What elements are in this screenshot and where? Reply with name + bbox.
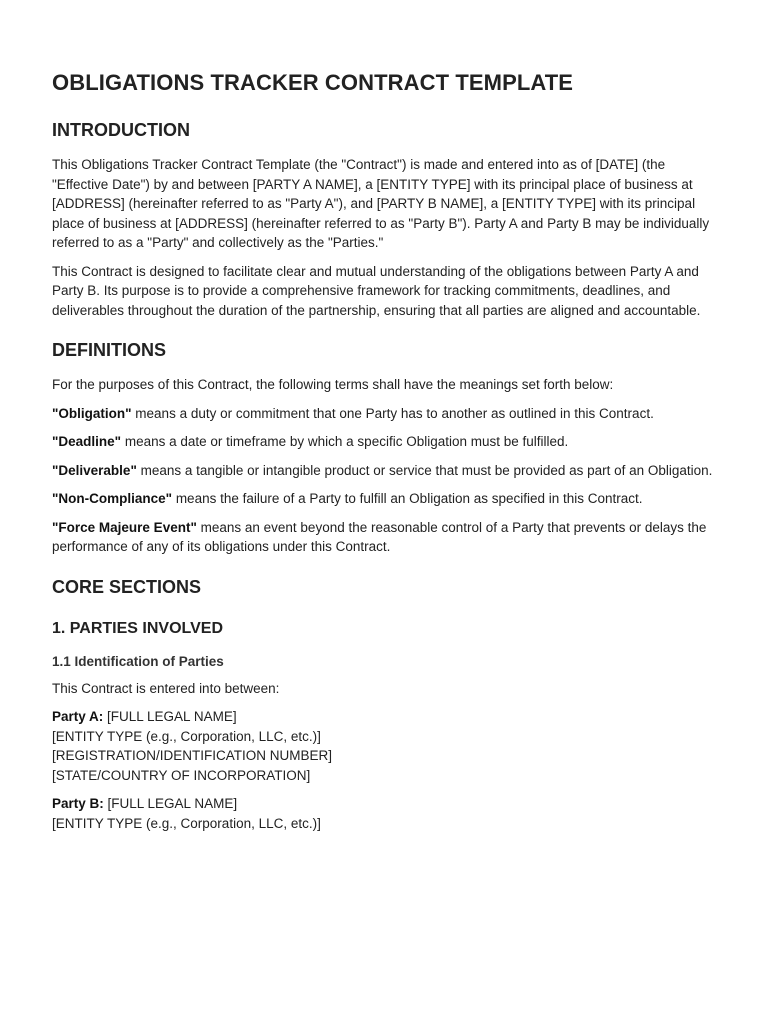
definition-item: [52, 461, 718, 481]
definition-term: "Obligation": [52, 405, 132, 421]
definitions-heading: DEFINITIONS: [52, 340, 167, 360]
party-b-line: [ENTITY TYPE (e.g., Corporation, LLC, etc.)]: [52, 815, 321, 831]
party-a-line: [ENTITY TYPE (e.g., Corporation, LLC, etc.)]: [52, 728, 321, 744]
definition-term: "Non-Compliance": [52, 491, 173, 506]
party-a-line: [FULL LEGAL NAME]: [107, 709, 237, 724]
party-a-block: [52, 707, 718, 785]
core-sections: [52, 577, 718, 834]
definitions-section: [52, 340, 718, 557]
definition-text: means a duty or commitment that one Party has to another as outlined in this Contract.: [131, 405, 654, 421]
introduction-paragraph-1: This Obligations Tracker Contract Template (the "Contract") is made and entered into as of [DATE] (the "Effective Date") by and between [PARTY A NAME], a [ENTITY TYPE] with its principal place of business at [ADDRESS] (hereinafter referred to as "Party A"), and [PARTY B NAME], a [ENTITY TYPE] with its principal place of business at [ADDRESS] (hereinafter referred to as "Party B"). Party A and Party B may be individually referred to as a "Party" and collectively as the "Parties.": [52, 157, 710, 250]
core-sections-heading: CORE SECTIONS: [52, 576, 202, 597]
party-b-label: Party B:: [52, 796, 104, 811]
document-title: OBLIGATIONS TRACKER CONTRACT TEMPLATE: [52, 70, 574, 95]
party-b-block: [52, 794, 718, 833]
definition-text: means a tangible or intangible product or service that must be provided as part of an Obligation.: [136, 462, 713, 478]
definition-term: "Deliverable": [52, 462, 137, 478]
definition-text: means the failure of a Party to fulfill an Obligation as specified in this Contract.: [172, 491, 643, 506]
party-a-label: Party A:: [52, 709, 104, 724]
party-a-line: [REGISTRATION/IDENTIFICATION NUMBER]: [52, 748, 333, 763]
definition-item: [52, 489, 718, 509]
definition-text: means a date or timeframe by which a specific Obligation must be fulfilled.: [121, 434, 569, 449]
introduction-paragraph-2: This Contract is designed to facilitate clear and mutual understanding of the obligations between Party A and Party B. Its purpose is to provide a comprehensive framework for tracking commitments, deadlines, and deliverables throughout the duration of the partnership, ensuring that all parties are aligned and accountable.: [52, 263, 701, 318]
parties-involved-heading: 1. PARTIES INVOLVED: [52, 619, 223, 637]
party-b-line: [FULL LEGAL NAME]: [107, 796, 238, 811]
parties-lead: This Contract is entered into between:: [52, 680, 280, 696]
definition-item: [52, 404, 718, 424]
introduction-section: [52, 120, 718, 320]
identification-of-parties-heading: 1.1 Identification of Parties: [52, 653, 224, 669]
definition-item: [52, 432, 718, 452]
definition-item: [52, 518, 718, 557]
introduction-heading: INTRODUCTION: [52, 120, 190, 140]
definition-term: "Deadline": [52, 434, 122, 449]
definition-term: "Force Majeure Event": [52, 519, 197, 535]
definition-text: means an event beyond the reasonable control of a Party that prevents or delays the performance of any of its obligations under this Contract.: [52, 519, 707, 554]
party-a-line: [STATE/COUNTRY OF INCORPORATION]: [52, 767, 311, 783]
definitions-lead: For the purposes of this Contract, the following terms shall have the meanings set forth below:: [52, 377, 614, 392]
